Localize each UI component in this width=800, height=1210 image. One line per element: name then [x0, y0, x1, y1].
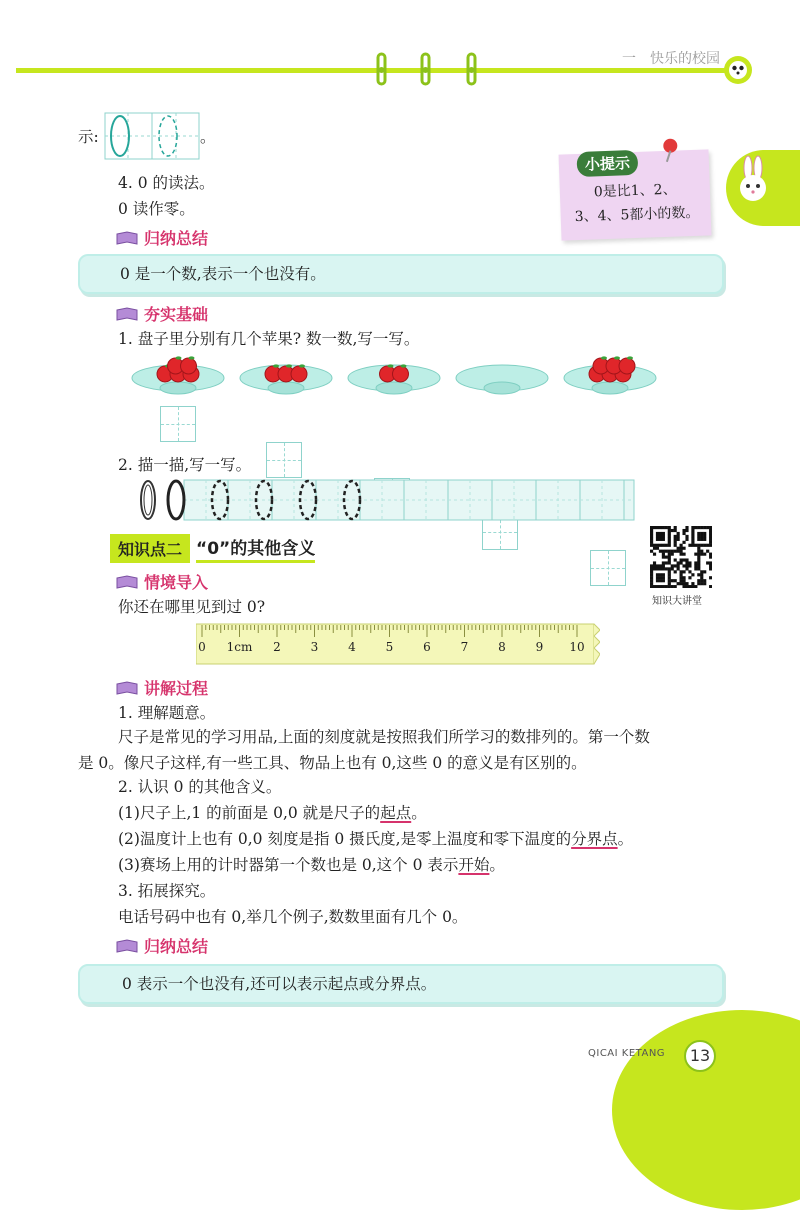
page-number: 13 [684, 1040, 716, 1072]
plates-illustration [130, 348, 670, 404]
basics-heading [116, 302, 208, 325]
kp2-title: “0”的其他含义 [196, 534, 315, 563]
qr-caption: 知识大讲堂 [652, 596, 702, 607]
apple [181, 358, 197, 374]
plate [456, 365, 548, 394]
example-suffix: 。 [200, 128, 216, 146]
tip-line2: 3、4、5都小的数。 [574, 204, 700, 226]
summary1-heading [116, 226, 208, 249]
apple [393, 366, 409, 382]
explain-p2b: 是 0。像尺子这样,有一些工具、物品上也有 0,这些 0 的意义是有区别的。 [78, 754, 587, 772]
summary1-text: 0 是一个数,表示一个也没有。 [120, 265, 326, 283]
answer-boxes [160, 406, 640, 444]
summary1-box [78, 254, 724, 294]
intro-heading [116, 570, 208, 593]
plate [348, 364, 440, 394]
ruler-label: 3 [310, 640, 319, 654]
tracing-row [136, 476, 636, 524]
answer-box[interactable] [160, 406, 196, 442]
plate [240, 364, 332, 394]
book-icon [116, 231, 138, 245]
binder-rings [370, 50, 490, 90]
answer-box[interactable] [590, 550, 626, 586]
ruler [196, 622, 600, 666]
explain-p6 [118, 854, 505, 876]
kp2-tag: 知识点二 [110, 534, 190, 563]
explain-p4 [118, 802, 427, 824]
explain-p5-mark: 分界点 [571, 830, 618, 848]
chapter-title: 一 快乐的校园 [622, 51, 720, 67]
summary2-box [78, 964, 724, 1004]
rabbit-tab-icon [726, 150, 800, 226]
ruler-label: 2 [273, 640, 281, 654]
answer-box[interactable] [266, 442, 302, 478]
tip-title: 小提示 [576, 150, 638, 177]
tip-line1: 0是比1、2、 [593, 181, 677, 201]
explain-p2a: 尺子是常见的学习用品,上面的刻度就是按照我们所学习的数排列的。第一个数 [118, 728, 650, 746]
summary2-text: 0 表示一个也没有,还可以表示起点或分界点。 [122, 975, 437, 993]
ruler-label: 6 [423, 640, 431, 654]
footer-corner [612, 1010, 800, 1210]
explain-label: 讲解过程 [144, 679, 209, 698]
pushpin-icon [658, 136, 685, 167]
basics-q1: 1. 盘子里分别有几个苹果? 数一数,写一写。 [118, 330, 420, 348]
explain-p6-post: 。 [489, 856, 505, 874]
zero-writing-example [104, 112, 200, 160]
explain-p4-post: 。 [411, 804, 427, 822]
qr-code-icon [650, 526, 712, 588]
basics-q2: 2. 描一描,写一写。 [118, 456, 252, 474]
book-icon [116, 939, 138, 953]
summary2-heading [116, 934, 208, 957]
summary1-label: 归纳总结 [144, 229, 209, 248]
intro-question: 你还在哪里见到过 0? [118, 598, 266, 616]
book-icon [116, 575, 138, 589]
summary2-label: 归纳总结 [144, 937, 209, 956]
plates-row [130, 348, 670, 404]
book-icon [116, 681, 138, 695]
panda-icon [724, 56, 752, 84]
explain-p4-pre: (1)尺子上,1 的前面是 0,0 就是尺子的 [118, 804, 381, 822]
intro-label: 情境导入 [144, 573, 209, 592]
plate [132, 356, 224, 394]
example-prefix: 示: [78, 128, 99, 146]
ruler-label: 5 [385, 640, 394, 654]
explain-p3: 2. 认识 0 的其他含义。 [118, 778, 282, 796]
ruler-label: 10 [569, 640, 585, 654]
explain-p6-pre: (3)赛场上用的计时器第一个数也是 0,这个 0 表示 [118, 856, 459, 874]
apple [619, 358, 635, 374]
ruler-label: 8 [498, 640, 506, 654]
basics-label: 夯实基础 [144, 305, 209, 324]
explain-p4-mark: 起点 [380, 804, 412, 822]
explain-heading [116, 676, 208, 699]
tip-card [559, 149, 712, 240]
apple [291, 366, 307, 382]
explain-p1: 1. 理解题意。 [118, 704, 216, 722]
ruler-label: 1cm [226, 640, 253, 654]
section4-text: 0 读作零。 [118, 200, 195, 218]
explain-p7: 3. 拓展探究。 [118, 882, 216, 900]
section4-title: 4. 0 的读法。 [118, 174, 215, 192]
binder-rings-icon [370, 50, 490, 90]
qr-code[interactable] [650, 526, 712, 588]
ruler-label: 0 [198, 640, 206, 654]
explain-p5 [118, 828, 633, 850]
explain-p5-pre: (2)温度计上也有 0,0 刻度是指 0 摄氏度,是零上温度和零下温度的 [118, 830, 572, 848]
tracing-grid[interactable] [136, 476, 636, 524]
ruler-label: 7 [460, 640, 469, 654]
kp2-heading [110, 534, 315, 563]
plate [564, 356, 656, 394]
footer-brand: QICAI KETANG [588, 1048, 666, 1059]
ruler-label: 9 [535, 640, 544, 654]
explain-p6-mark: 开始 [458, 856, 490, 874]
ruler-label: 4 [348, 640, 356, 654]
explain-p8: 电话号码中也有 0,举几个例子,数数里面有几个 0。 [118, 908, 468, 926]
book-icon [116, 307, 138, 321]
explain-p5-post: 。 [617, 830, 634, 848]
